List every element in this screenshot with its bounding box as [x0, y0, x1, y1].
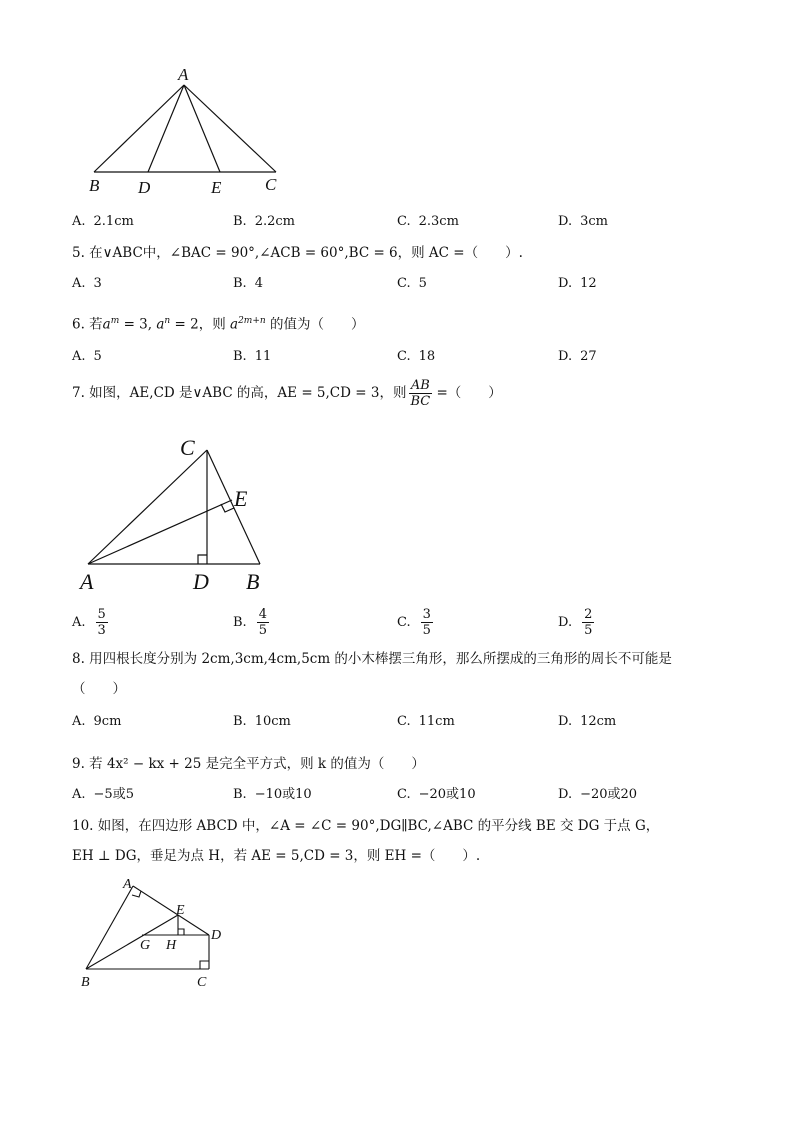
q4-option-a[interactable]: [72, 213, 134, 231]
q6-sup-n: n: [164, 316, 171, 326]
q9-stem: 9. 若 4x² − kx + 25 是完全平方式，则 k 的值为（ ）: [72, 756, 425, 772]
option-text: 27: [580, 349, 597, 364]
option-label: C.: [397, 714, 411, 729]
q10-stem: 10. 如图，在四边形 ABCD 中，∠A = ∠C = 90°,DG∥BC,∠ABC 的平分线 BE 交 DG 于点 G，: [72, 818, 660, 834]
q7-label-D: D: [193, 569, 209, 594]
q5-option-d[interactable]: [558, 275, 597, 293]
option-text: 5: [418, 276, 427, 291]
option-label: B.: [233, 214, 247, 229]
option-text: 2.3cm: [418, 214, 459, 229]
q10-quadrilateral-figure: [76, 872, 236, 992]
q9-option-b[interactable]: [233, 786, 312, 804]
option-label: B.: [233, 615, 247, 630]
frac-den: 5: [584, 623, 593, 638]
q4-option-d[interactable]: [558, 213, 608, 231]
option-text: 3cm: [580, 214, 608, 229]
q4-option-c[interactable]: [397, 213, 459, 231]
q7-stem-prefix: 7. 如图，AE,CD 是∨ABC 的高，AE = 5,CD = 3，则: [72, 385, 407, 401]
q10-label-A: A: [123, 877, 132, 892]
q6-option-d[interactable]: [558, 348, 597, 366]
frac-num: 2: [584, 607, 593, 622]
option-label: B.: [233, 349, 247, 364]
option-text: 10cm: [254, 714, 291, 729]
q6-var-a3: a: [230, 316, 239, 333]
option-text: −20或10: [418, 787, 476, 802]
q7-stem-suffix: =（ ）: [432, 385, 502, 401]
frac-den: 5: [258, 623, 267, 638]
q5-option-c[interactable]: [397, 275, 427, 293]
option-text: 18: [418, 349, 436, 364]
option-label: D.: [558, 349, 573, 364]
option-text: 4: [254, 276, 263, 291]
q9-option-c[interactable]: [397, 786, 476, 804]
option-label: B.: [233, 276, 247, 291]
option-text: −10或10: [254, 787, 312, 802]
q6-sup-2mn: 2m+n: [238, 316, 266, 326]
option-text: 11: [254, 349, 272, 364]
option-label: A.: [72, 276, 86, 291]
frac-num: 5: [97, 607, 106, 622]
q8-option-c[interactable]: [397, 713, 455, 731]
q6-var-a: a: [102, 316, 111, 333]
q4-option-b[interactable]: [233, 213, 295, 231]
q5-option-a[interactable]: [72, 275, 102, 293]
q9-option-d[interactable]: [558, 786, 637, 804]
option-label: A.: [72, 787, 86, 802]
option-label: D.: [558, 276, 573, 291]
option-text: 12cm: [580, 714, 617, 729]
q7-fraction: [408, 378, 432, 409]
option-label: C.: [397, 214, 411, 229]
q6-option-c[interactable]: [397, 348, 435, 366]
q6-sup-m: m: [110, 316, 120, 326]
q6-stem-suffix: 的值为（ ）: [265, 316, 365, 333]
q4-label-C: C: [265, 175, 277, 194]
q7-label-B: B: [246, 569, 260, 594]
option-label: C.: [397, 787, 411, 802]
q10-label-B: B: [81, 975, 90, 990]
q4-label-B: B: [89, 176, 100, 195]
q6-var-a2: a: [156, 316, 165, 333]
option-text: 12: [580, 276, 597, 291]
q4-triangle-figure: [80, 60, 300, 200]
option-label: B.: [233, 714, 247, 729]
q10-label-H: H: [166, 938, 177, 953]
q10-label-D: D: [211, 928, 222, 943]
option-label: D.: [558, 787, 573, 802]
q7-option-d[interactable]: [558, 604, 594, 642]
option-text: −20或20: [580, 787, 638, 802]
option-label: C.: [397, 276, 411, 291]
q7-triangle-figure: [76, 428, 286, 598]
option-label: A.: [72, 349, 86, 364]
frac-den: 3: [97, 623, 106, 638]
q10-stem-cont: EH ⊥ DG，垂足为点 H，若 AE = 5,CD = 3，则 EH =（ ）.: [72, 848, 481, 864]
option-label: C.: [397, 349, 411, 364]
q7-option-b[interactable]: [233, 604, 269, 642]
option-fraction: [582, 607, 594, 638]
q6-option-b[interactable]: [233, 348, 271, 366]
option-fraction: [96, 607, 108, 638]
q7-label-E: E: [234, 486, 248, 511]
option-label: A.: [72, 615, 86, 630]
q4-label-E: E: [211, 178, 222, 197]
q7-label-C: C: [180, 435, 195, 460]
option-text: 9cm: [93, 714, 122, 729]
frac-num: 3: [422, 607, 431, 622]
q7-option-a[interactable]: [72, 604, 108, 642]
option-text: 3: [93, 276, 102, 291]
q8-option-b[interactable]: [233, 713, 291, 731]
option-label: A.: [72, 214, 86, 229]
q4-label-A: A: [178, 65, 189, 84]
option-label: C.: [397, 615, 411, 630]
q4-label-D: D: [138, 178, 151, 197]
q8-stem-cont: （ ）: [72, 681, 126, 697]
q6-mid: = 3,: [119, 316, 157, 333]
q6-stem: [72, 312, 364, 334]
option-text: 2.1cm: [93, 214, 134, 229]
q6-stem-prefix: 6. 若: [72, 316, 103, 333]
option-label: B.: [233, 787, 247, 802]
q6-mid2: = 2，则: [170, 316, 230, 333]
q7-frac-num: AB: [410, 378, 430, 393]
q7-label-A: A: [80, 569, 94, 594]
q10-label-G: G: [140, 938, 151, 953]
q10-label-E: E: [176, 903, 185, 918]
q7-stem: [72, 376, 502, 410]
option-label: D.: [558, 214, 573, 229]
q7-frac-den: BC: [410, 394, 431, 409]
q6-option-a[interactable]: [72, 348, 102, 366]
q7-option-c[interactable]: [397, 604, 433, 642]
option-fraction: [257, 607, 269, 638]
option-fraction: [421, 607, 433, 638]
option-label: A.: [72, 714, 86, 729]
option-text: −5或5: [93, 787, 134, 802]
option-text: 2.2cm: [254, 214, 295, 229]
q8-stem: 8. 用四根长度分别为 2cm,3cm,4cm,5cm 的小木棒摆三角形，那么所摆成的三角形的周长不可能是: [72, 651, 672, 667]
option-label: D.: [558, 615, 573, 630]
q5-option-b[interactable]: [233, 275, 263, 293]
option-text: 11cm: [418, 714, 455, 729]
frac-num: 4: [258, 607, 267, 622]
q8-option-d[interactable]: [558, 713, 616, 731]
option-label: D.: [558, 714, 573, 729]
option-text: 5: [93, 349, 102, 364]
q5-stem: 5. 在∨ABC中，∠BAC = 90°,∠ACB = 60°,BC = 6，则 AC =（ ）.: [72, 245, 523, 261]
q9-option-a[interactable]: [72, 786, 134, 804]
frac-den: 5: [422, 623, 431, 638]
q8-option-a[interactable]: [72, 713, 121, 731]
q10-label-C: C: [197, 975, 207, 990]
